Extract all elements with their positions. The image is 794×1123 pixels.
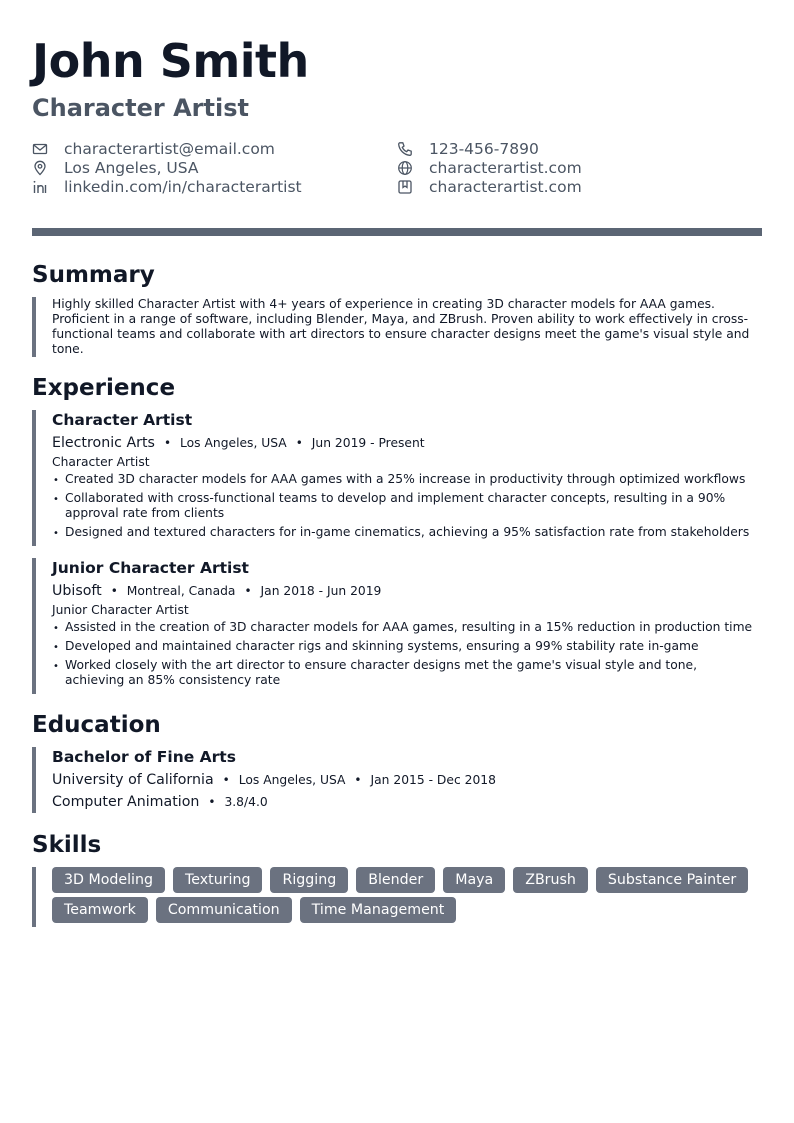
company-name: Electronic Arts (52, 435, 155, 451)
list-item: • Developed and maintained character rigs and skinning systems, ensuring a 99% stability rate in-game (65, 639, 762, 654)
education-entry (32, 747, 762, 813)
skill-chip: Communication (156, 897, 292, 923)
job-bullets (52, 472, 762, 540)
job-dates: Jun 2019 - Present (311, 436, 425, 450)
education-dates: Jan 2015 - Dec 2018 (370, 773, 496, 787)
separator-dot: • (244, 584, 252, 598)
list-item: • Created 3D character models for AAA games with a 25% increase in productivity through optimized workflows (65, 472, 762, 487)
job-dates: Jan 2018 - Jun 2019 (260, 584, 382, 598)
contact-linkedin-text[interactable]: linkedin.com/in/characterartist (64, 177, 302, 196)
phone-icon (397, 141, 413, 157)
job-title: Junior Character Artist (52, 559, 249, 577)
linkedin-icon (32, 179, 48, 195)
contact-portfolio[interactable] (397, 177, 582, 196)
experience-entry (32, 558, 762, 694)
contact-website[interactable] (397, 158, 582, 177)
contact-website-text[interactable]: characterartist.com (429, 158, 582, 177)
summary-block (32, 297, 762, 357)
school-location: Los Angeles, USA (238, 773, 346, 787)
candidate-name: John Smith (32, 34, 309, 88)
list-item: • Designed and textured characters for in-game cinematics, achieving a 95% satisfaction rate from stakeholders (65, 525, 762, 540)
job-subtitle: Junior Character Artist (52, 603, 189, 617)
mail-icon (32, 141, 48, 157)
major: Computer Animation (52, 794, 200, 810)
job-subtitle: Character Artist (52, 455, 150, 469)
candidate-role: Character Artist (32, 94, 249, 122)
contact-email[interactable] (32, 139, 275, 158)
list-item: • Worked closely with the art director to ensure character designs met the game's visual style and tone, achieving an 85% consistency rate (65, 658, 762, 688)
contact-linkedin[interactable] (32, 177, 302, 196)
section-title-experience: Experience (32, 375, 176, 401)
separator-dot: • (163, 436, 172, 450)
portfolio-icon (397, 179, 413, 195)
list-item: • Collaborated with cross-functional teams to develop and implement character concepts, resulting in a 90% approval rate from clients (65, 491, 762, 521)
skill-chip: Teamwork (52, 897, 148, 923)
skill-chip: Texturing (173, 867, 262, 893)
skills-block (32, 867, 762, 927)
separator-dot: • (295, 436, 303, 450)
contact-portfolio-text[interactable]: characterartist.com (429, 177, 582, 196)
skill-chip: Substance Painter (596, 867, 748, 893)
map-pin-icon (32, 160, 48, 176)
job-location: Montreal, Canada (126, 584, 236, 598)
job-meta (52, 581, 762, 601)
skills-list (52, 867, 762, 923)
gpa: 3.8/4.0 (224, 795, 268, 809)
section-title-summary: Summary (32, 262, 155, 288)
job-title: Character Artist (52, 411, 193, 429)
separator-dot: • (208, 795, 216, 809)
globe-icon (397, 160, 413, 176)
education-major-row (52, 792, 762, 812)
company-name: Ubisoft (52, 583, 102, 599)
skill-chip: Blender (356, 867, 435, 893)
skill-chip: Rigging (270, 867, 348, 893)
contact-location (32, 158, 199, 177)
contact-location-text: Los Angeles, USA (64, 158, 199, 177)
separator-dot: • (110, 584, 118, 598)
education-meta (52, 770, 762, 790)
list-item: • Assisted in the creation of 3D character models for AAA games, resulting in a 15% reduction in production time (65, 620, 762, 635)
separator-dot: • (222, 773, 230, 787)
summary-text: Highly skilled Character Artist with 4+ years of experience in creating 3D character models for AAA games. Proficient in a range of software, including Blender, Maya, and ZBrush. Proven ability to work effectively in cross-functional teams and collaborate with art directors to ensure character designs meet the game's visual style and tone. (52, 297, 750, 356)
separator-dot: • (354, 773, 362, 787)
skill-chip: ZBrush (513, 867, 588, 893)
job-meta (52, 433, 762, 453)
header-divider (32, 228, 762, 236)
skill-chip: 3D Modeling (52, 867, 165, 893)
job-bullets (52, 620, 762, 688)
contact-info (32, 138, 762, 198)
experience-entry (32, 410, 762, 546)
job-location: Los Angeles, USA (180, 436, 287, 450)
skill-chip: Time Management (300, 897, 457, 923)
contact-phone-text[interactable]: 123-456-7890 (429, 139, 539, 158)
section-title-skills: Skills (32, 832, 102, 858)
school-name: University of California (52, 772, 214, 788)
skill-chip: Maya (443, 867, 505, 893)
contact-email-text[interactable]: characterartist@email.com (64, 139, 275, 158)
contact-phone[interactable] (397, 139, 539, 158)
degree-title: Bachelor of Fine Arts (52, 748, 236, 766)
section-title-education: Education (32, 712, 161, 738)
